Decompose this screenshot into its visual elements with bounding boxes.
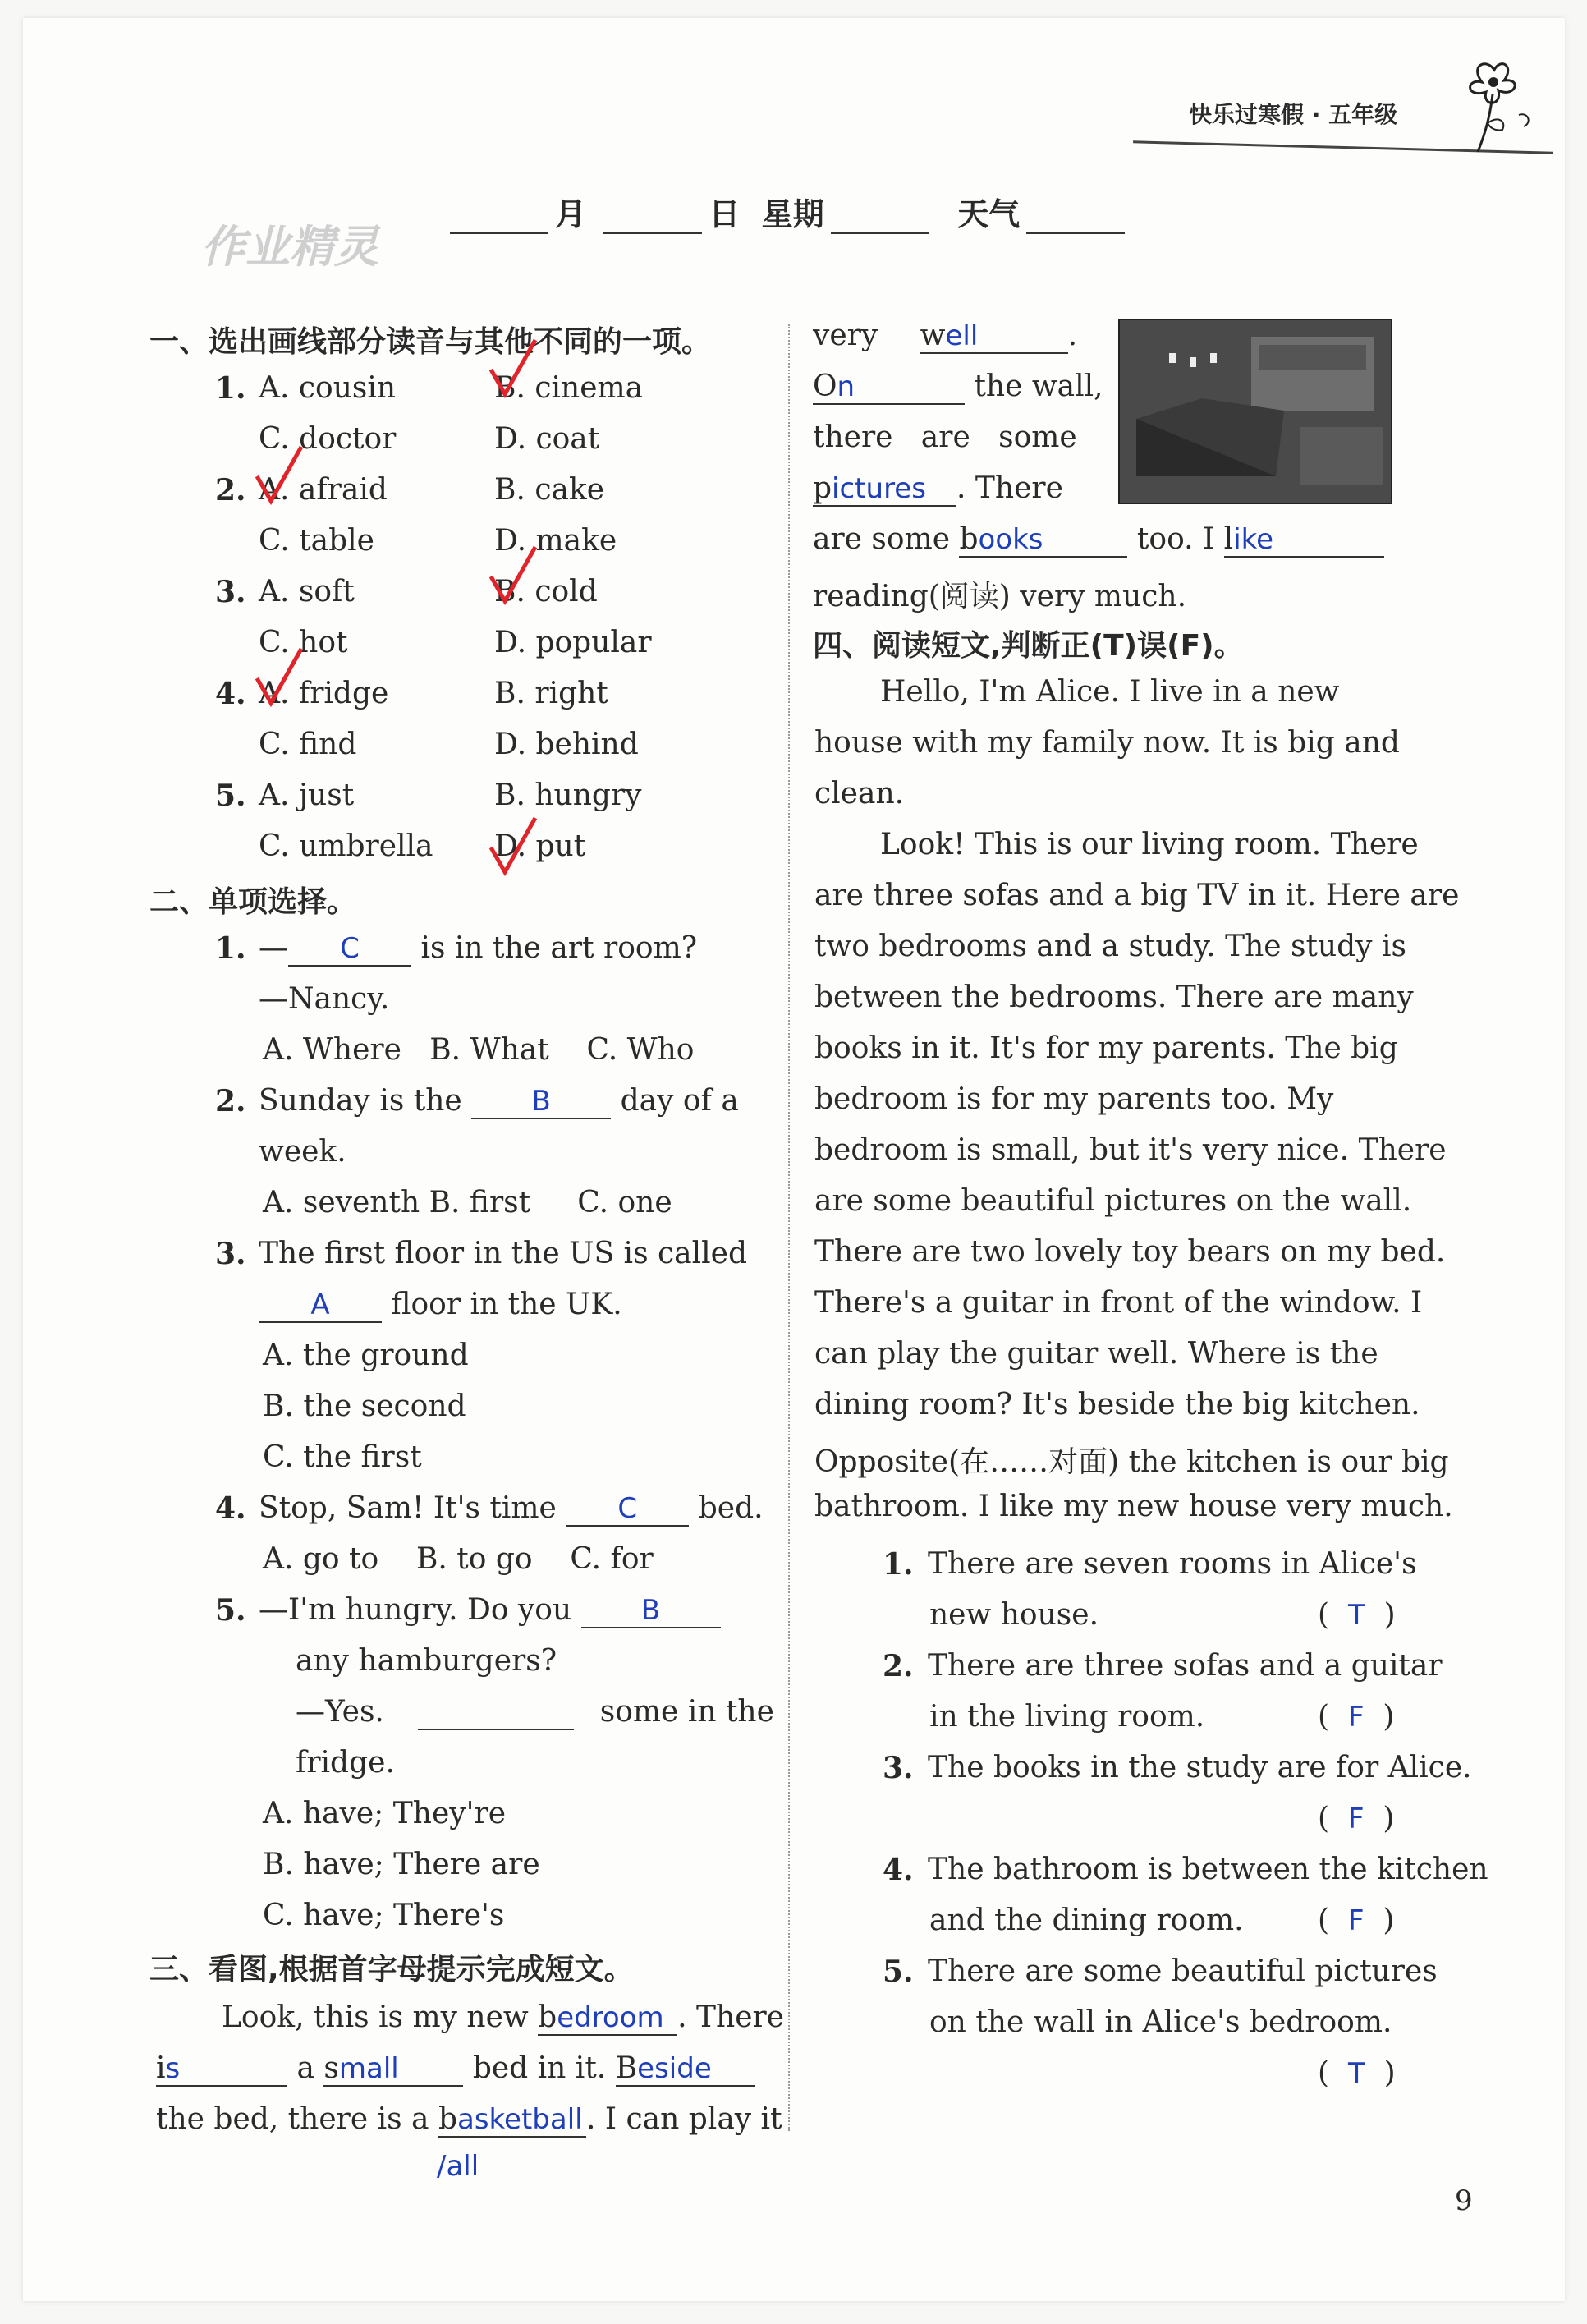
option-text: D. make	[494, 524, 617, 558]
answer-blank[interactable]	[920, 319, 1068, 354]
question-text: Stop, Sam! It's time	[259, 1491, 557, 1525]
answer-blank[interactable]	[156, 2051, 287, 2087]
option-text: C. have; There's	[263, 1899, 505, 1932]
passage-line: There's a guitar in front of the window. I	[814, 1286, 1423, 1320]
answer-blank[interactable]	[418, 1695, 574, 1730]
option-text: A. have; They're	[263, 1797, 506, 1830]
option-text: C. the first	[263, 1440, 422, 1474]
option-text: B. cake	[494, 473, 605, 507]
q-number: 5.	[215, 778, 246, 813]
question-text: The first floor in the US is called	[259, 1237, 747, 1270]
hint-letter: b	[438, 2102, 457, 2136]
q-number: 5.	[215, 1593, 246, 1628]
passage-text: bed in it.	[472, 2051, 607, 2085]
hint-letter: O	[813, 370, 837, 403]
passage-line: bedroom is for my parents too. My	[814, 1082, 1334, 1116]
statement-text: new house.	[929, 1598, 1099, 1632]
section4-title: 四、阅读短文,判断正(T)误(F)。	[813, 629, 1244, 663]
answer-text: n	[837, 370, 855, 403]
option-text: B. have; There are	[263, 1848, 540, 1881]
answer-text: B	[640, 1594, 661, 1627]
section2-title: 二、单项选择。	[149, 885, 357, 919]
answer-text: A	[310, 1288, 330, 1321]
week-label: 星期	[761, 196, 824, 232]
section3-title: 三、看图,根据首字母提示完成短文。	[149, 1953, 634, 1986]
answer-blank[interactable]	[813, 370, 965, 405]
option-text: A. afraid	[259, 473, 388, 507]
flower-icon	[1453, 57, 1543, 156]
option-text: D. put	[494, 829, 586, 863]
option-text: A. cousin	[259, 371, 397, 405]
statement-text: There are some beautiful pictures	[928, 1954, 1438, 1988]
answer-text: B	[531, 1085, 551, 1118]
statement-text: The bathroom is between the kitchen	[928, 1853, 1488, 1886]
answer-text: C	[617, 1492, 638, 1525]
question-text: floor in the UK.	[391, 1288, 622, 1321]
section1-title: 一、选出画线部分读音与其他不同的一项。	[149, 325, 712, 359]
answer-blank[interactable]	[288, 931, 411, 967]
date-line	[443, 189, 1131, 234]
passage-line: books in it. It's for my parents. The big	[814, 1031, 1398, 1065]
passage-text: Look, this is my new	[222, 2000, 529, 2034]
hint-letter: B	[615, 2051, 638, 2085]
question-text: bed.	[698, 1491, 764, 1525]
hint-letter: l	[1223, 522, 1234, 556]
hint-letter: p	[813, 471, 832, 505]
q-number: 2.	[215, 1084, 246, 1118]
option-text: D. coat	[494, 422, 600, 456]
option-text: B. right	[494, 677, 608, 710]
answer-note: /all	[437, 2150, 479, 2183]
q-number: 4.	[215, 677, 246, 711]
passage-text: there are some	[813, 420, 1077, 454]
check-mark-icon	[484, 337, 542, 402]
answer-blank[interactable]	[438, 2102, 586, 2138]
passage-text: too. I	[1136, 522, 1215, 556]
options-text: A. go to B. to go C. for	[263, 1542, 654, 1576]
answer-text: F	[1347, 1803, 1365, 1835]
weather-blank[interactable]	[1026, 200, 1125, 234]
answer-bracket[interactable]: ( F )	[1318, 1904, 1395, 1937]
q-number: 1.	[215, 371, 246, 406]
passage-text: . I can play it	[585, 2102, 782, 2136]
hint-letter: i	[156, 2051, 166, 2085]
answer-text: ell	[945, 319, 979, 352]
hint-letter: b	[538, 2000, 557, 2034]
option-text: C. table	[259, 524, 374, 558]
passage-line: can play the guitar well. Where is the	[814, 1337, 1378, 1371]
day-label: 日	[709, 196, 741, 232]
option-text: B. cinema	[494, 371, 644, 405]
passage-text: . There	[677, 2000, 785, 2034]
statement-text: and the dining room.	[929, 1904, 1244, 1937]
answer-blank[interactable]	[616, 2051, 755, 2087]
passage-text: . There	[956, 471, 1063, 505]
option-text: B. cold	[494, 575, 598, 609]
weather-label: 天气	[957, 196, 1021, 232]
answer-blank[interactable]	[259, 1288, 382, 1323]
passage-text: a	[296, 2051, 314, 2085]
answer-text: T	[1347, 1599, 1365, 1632]
option-text: A. the ground	[263, 1339, 469, 1372]
option-text: A. soft	[259, 575, 355, 609]
passage-line: bathroom. I like my new house very much.	[814, 1490, 1453, 1523]
passage-line: bedroom is small, but it's very nice. There	[814, 1133, 1447, 1167]
q-number: 2.	[215, 473, 246, 508]
check-mark-icon	[250, 443, 308, 509]
passage-line: dining room? It's beside the big kitchen.	[814, 1388, 1420, 1421]
answer-bracket[interactable]: ( F )	[1318, 1700, 1395, 1734]
answer-text: s	[165, 2052, 181, 2085]
answer-text: F	[1347, 1701, 1365, 1734]
check-mark-icon	[484, 544, 542, 609]
passage-text: are some	[813, 522, 951, 556]
question-text: —	[259, 931, 288, 965]
column-divider	[788, 324, 790, 2131]
q-number: 4.	[215, 1491, 246, 1526]
passage-line: two bedrooms and a study. The study is	[814, 930, 1406, 963]
passage-line: There are two lovely toy bears on my bed.	[814, 1235, 1446, 1269]
hint-letter: w	[920, 319, 946, 352]
page-number: 9	[1455, 2184, 1473, 2217]
options-text: A. Where B. What C. Who	[263, 1033, 695, 1067]
statement-text: There are three sofas and a guitar	[928, 1649, 1443, 1683]
bedroom-photo	[1118, 319, 1392, 504]
option-text: C. hot	[259, 626, 348, 659]
question-text: day of a	[620, 1084, 739, 1118]
passage-line: house with my family now. It is big and	[814, 726, 1400, 760]
check-mark-icon	[484, 815, 542, 880]
q-number: 5.	[883, 1954, 914, 1989]
question-text: fridge.	[296, 1746, 395, 1780]
question-text: —Yes.	[296, 1695, 384, 1729]
header-title: 快乐过寒假 · 五年级	[1189, 101, 1398, 128]
hint-letter: b	[959, 522, 979, 556]
statement-text: in the living room.	[929, 1700, 1205, 1734]
answer-text: ictures	[832, 472, 926, 505]
q-number: 3.	[215, 1237, 246, 1271]
option-text: C. doctor	[259, 422, 397, 456]
statement-text: on the wall in Alice's bedroom.	[929, 2005, 1392, 2039]
watermark-logo: 作业精灵	[201, 221, 378, 273]
answer-bracket[interactable]: ( F )	[1318, 1802, 1395, 1835]
question-text: is in the art room?	[420, 931, 698, 965]
answer-blank[interactable]	[323, 2051, 463, 2087]
question-text: —Nancy.	[259, 982, 390, 1016]
answer-blank[interactable]	[581, 1593, 721, 1628]
passage-text: the wall,	[974, 370, 1103, 403]
q-number: 3.	[883, 1751, 914, 1785]
answer-text: T	[1347, 2057, 1365, 2090]
option-text: A. fridge	[259, 677, 389, 710]
answer-blank[interactable]	[813, 471, 956, 507]
passage-line: Look! This is our living room. There	[880, 828, 1419, 861]
passage-text: reading(阅读) very much.	[813, 580, 1187, 613]
option-text: B. hungry	[494, 778, 642, 812]
option-text: D. popular	[494, 626, 652, 659]
statement-text: There are seven rooms in Alice's	[928, 1547, 1417, 1581]
question-text: Sunday is the	[259, 1084, 462, 1118]
answer-text: ike	[1233, 523, 1274, 556]
option-text: A. just	[259, 778, 355, 812]
answer-text: ooks	[978, 523, 1043, 556]
answer-text: C	[340, 932, 360, 965]
answer-bracket[interactable]: ( T )	[1318, 2056, 1396, 2090]
passage-line: are some beautiful pictures on the wall.	[814, 1184, 1412, 1218]
statement-text: The books in the study are for Alice.	[928, 1751, 1472, 1784]
answer-text: edroom	[557, 2001, 664, 2034]
passage-text: .	[1067, 319, 1078, 352]
options-text: A. seventh B. first C. one	[263, 1186, 672, 1219]
month-label: 月	[555, 196, 587, 232]
day-blank[interactable]	[603, 200, 702, 234]
option-text: C. umbrella	[259, 829, 433, 863]
answer-text: asketball	[457, 2103, 583, 2136]
passage-text: the bed, there is a	[156, 2102, 429, 2136]
check-mark-icon	[250, 645, 308, 711]
q-number: 2.	[883, 1649, 914, 1683]
answer-blank[interactable]	[959, 522, 1127, 558]
answer-blank[interactable]	[1224, 522, 1384, 558]
q-number: 1.	[215, 931, 246, 966]
question-text: —I'm hungry. Do you	[259, 1593, 572, 1627]
question-text: some in the	[599, 1695, 774, 1729]
week-blank[interactable]	[831, 200, 929, 234]
q-number: 4.	[883, 1853, 914, 1887]
passage-line: Opposite(在……对面) the kitchen is our big	[814, 1445, 1449, 1479]
passage-line: Hello, I'm Alice. I live in a new	[880, 675, 1340, 709]
passage-line: clean.	[814, 777, 905, 811]
answer-text: F	[1347, 1904, 1365, 1937]
month-blank[interactable]	[450, 200, 548, 234]
passage-text: very	[813, 319, 878, 352]
question-text: any hamburgers?	[296, 1644, 557, 1678]
answer-blank[interactable]	[566, 1491, 689, 1527]
q-number: 1.	[883, 1547, 914, 1582]
option-text: D. behind	[494, 728, 639, 761]
answer-blank[interactable]	[538, 2000, 677, 2036]
q-number: 3.	[215, 575, 246, 609]
answer-text: mall	[338, 2052, 399, 2085]
question-text: week.	[259, 1135, 346, 1169]
answer-bracket[interactable]: ( T )	[1318, 1598, 1396, 1632]
answer-text: eside	[637, 2052, 712, 2085]
hint-letter: s	[323, 2051, 339, 2085]
option-text: B. the second	[263, 1389, 466, 1423]
passage-line: between the bedrooms. There are many	[814, 981, 1414, 1014]
passage-line: are three sofas and a big TV in it. Here are	[814, 879, 1460, 912]
answer-blank[interactable]	[471, 1084, 611, 1119]
option-text: C. find	[259, 728, 357, 761]
